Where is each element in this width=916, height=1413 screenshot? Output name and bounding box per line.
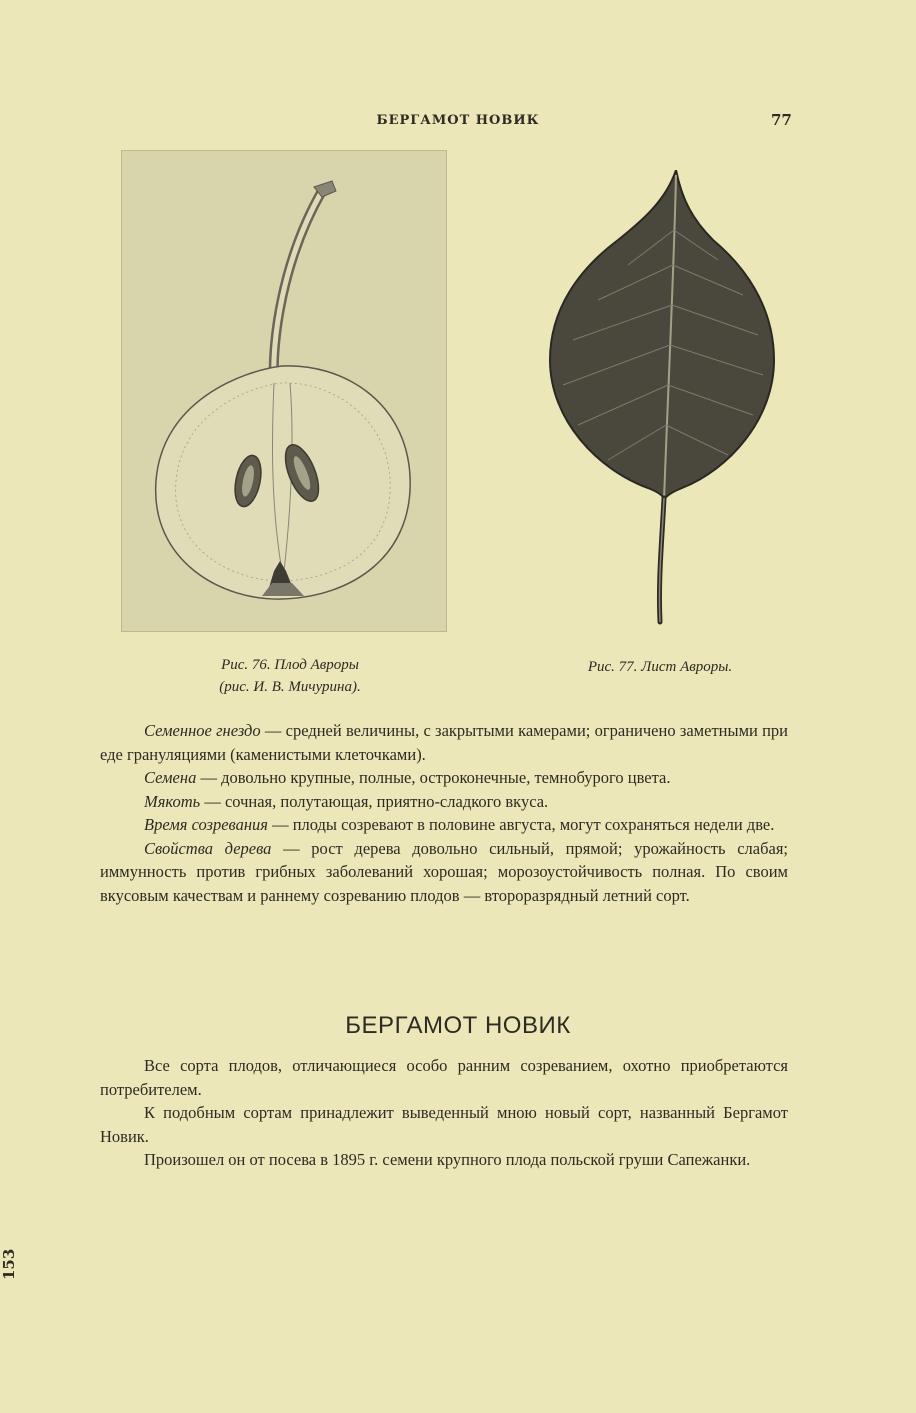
- term-seeds: Семена: [144, 768, 197, 787]
- figure-76-caption-line1: Рис. 76. Плод Авроры: [221, 657, 359, 673]
- figure-77-caption: Рис. 77. Лист Авроры.: [587, 659, 733, 675]
- page-number: 77: [771, 111, 792, 129]
- figure-76-caption: [140, 654, 440, 698]
- section-paragraph: Произошел он от посева в 1895 г. семени крупного плода польской груши Сапежанки.: [144, 1150, 751, 1169]
- variety-description: [100, 719, 788, 907]
- section-title: БЕРГАМОТ НОВИК: [345, 1012, 571, 1039]
- section-body: [100, 1054, 788, 1172]
- text-tree: — рост дерева довольно сильный, прямой; урожайность слабая; иммунность против грибных заболеваний хорошая; морозоустойчивость полная. По своим вкусовым качествам и раннему созреванию плодов — второразрядный летний сорт.: [100, 838, 788, 905]
- text-ripening: — плоды созревают в половине августа, могут сохраняться недели две.: [267, 815, 775, 834]
- section-paragraph: Все сорта плодов, отличающиеся особо ранним созреванием, охотно приобретаются потребителем.: [100, 1056, 788, 1099]
- paragraph-flesh: [100, 790, 788, 814]
- pear-fruit-illustration: [121, 150, 447, 632]
- paragraph-ripening: [100, 813, 788, 837]
- term-tree: Свойства дерева: [144, 838, 272, 858]
- paragraph-seed-nest: [100, 719, 788, 766]
- running-head: БЕРГАМОТ НОВИК: [376, 113, 540, 128]
- text-flesh: — сочная, полутающая, приятно-сладкого вкуса.: [200, 791, 549, 811]
- text-seeds: — довольно крупные, полные, остроконечные, темнобурого цвета.: [196, 768, 671, 787]
- section-paragraph: К подобным сортам принадлежит выведенный мною новый сорт, названный Бергамот Новик.: [100, 1103, 788, 1146]
- term-ripening: Время созревания: [144, 815, 268, 834]
- paragraph-tree: [100, 837, 788, 908]
- text-seed-nest: — средней величины, с закрытыми камерами; ограничено заметными при еде грануляциями (каменистыми клеточками).: [100, 721, 789, 764]
- figure-76-caption-line2: (рис. И. В. Мичурина).: [219, 679, 361, 695]
- paragraph-seeds: [100, 766, 788, 790]
- term-seed-nest: Семенное гнездо: [144, 721, 261, 740]
- margin-mark: 153: [0, 1248, 18, 1280]
- pear-leaf-illustration: [548, 170, 776, 628]
- term-flesh: Мякоть: [144, 791, 201, 811]
